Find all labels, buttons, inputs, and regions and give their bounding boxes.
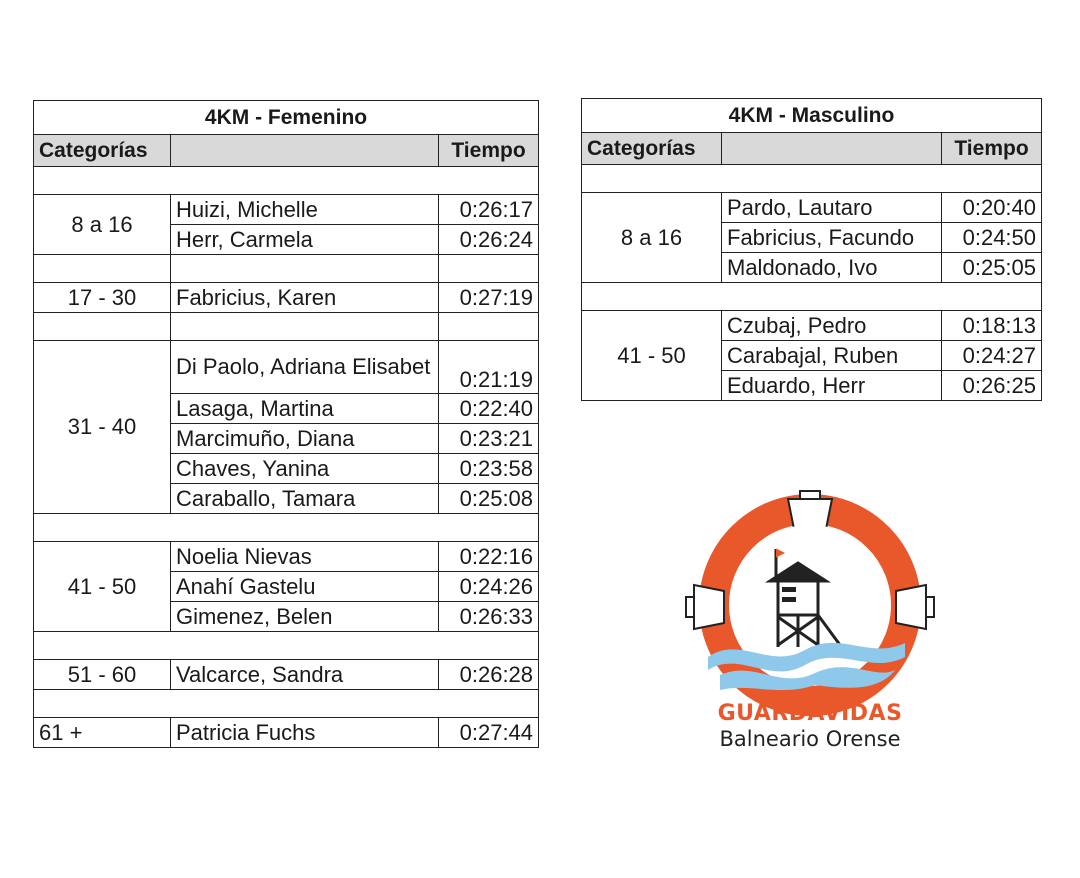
time-cell: 0:18:13 [942, 311, 1042, 341]
header-category: Categorías [34, 135, 171, 167]
time-cell: 0:24:50 [942, 223, 1042, 253]
table-row [34, 660, 539, 690]
name-cell: Fabricius, Facundo [722, 223, 942, 253]
name-cell: Huizi, Michelle [171, 195, 439, 225]
spacer-row [34, 313, 539, 341]
spacer-row [34, 632, 539, 660]
table-row [34, 718, 539, 748]
name-cell: Fabricius, Karen [171, 283, 439, 313]
category-cell: 8 a 16 [582, 193, 722, 283]
spacer-row [34, 255, 539, 283]
category-cell: 41 - 50 [34, 542, 171, 632]
header-name [171, 135, 439, 167]
name-cell: Marcimuño, Diana [171, 424, 439, 454]
table-title: 4KM - Masculino [582, 99, 1042, 133]
time-cell: 0:24:26 [439, 572, 539, 602]
name-cell: Eduardo, Herr [722, 371, 942, 401]
name-cell: Noelia Nievas [171, 542, 439, 572]
category-cell: 17 - 30 [34, 283, 171, 313]
spacer-row [582, 165, 1042, 193]
name-cell: Herr, Carmela [171, 225, 439, 255]
table-row [582, 193, 1042, 223]
male-results-table [581, 98, 1042, 401]
time-cell: 0:25:05 [942, 253, 1042, 283]
logo-title: GUARDAVIDAS [717, 701, 903, 726]
time-cell: 0:20:40 [942, 193, 1042, 223]
spacer-row [34, 167, 539, 195]
spacer-row [582, 283, 1042, 311]
name-cell: Patricia Fuchs [171, 718, 439, 748]
name-cell: Lasaga, Martina [171, 394, 439, 424]
category-cell: 41 - 50 [582, 311, 722, 401]
name-cell: Anahí Gastelu [171, 572, 439, 602]
time-cell: 0:26:33 [439, 602, 539, 632]
time-cell: 0:27:19 [439, 283, 539, 313]
name-cell: Maldonado, Ivo [722, 253, 942, 283]
name-cell: Valcarce, Sandra [171, 660, 439, 690]
category-cell: 31 - 40 [34, 341, 171, 514]
time-cell: 0:23:21 [439, 424, 539, 454]
time-cell: 0:21:19 [439, 341, 539, 394]
time-cell: 0:24:27 [942, 341, 1042, 371]
time-cell: 0:22:16 [439, 542, 539, 572]
name-cell: Carabajal, Ruben [722, 341, 942, 371]
table-row [34, 283, 539, 313]
table-title: 4KM - Femenino [34, 101, 539, 135]
name-cell: Gimenez, Belen [171, 602, 439, 632]
category-cell: 8 a 16 [34, 195, 171, 255]
category-cell: 61 + [34, 718, 171, 748]
time-cell: 0:26:25 [942, 371, 1042, 401]
table-row [34, 195, 539, 225]
time-cell: 0:26:24 [439, 225, 539, 255]
spacer-row [34, 690, 539, 718]
header-name [722, 133, 942, 165]
time-cell: 0:26:28 [439, 660, 539, 690]
category-cell: 51 - 60 [34, 660, 171, 690]
header-time: Tiempo [439, 135, 539, 167]
time-cell: 0:25:08 [439, 484, 539, 514]
name-cell: Pardo, Lautaro [722, 193, 942, 223]
logo-subtitle: Balneario Orense [719, 727, 901, 751]
female-results-table [33, 100, 539, 748]
name-cell: Czubaj, Pedro [722, 311, 942, 341]
time-cell: 0:26:17 [439, 195, 539, 225]
table-row [582, 311, 1042, 341]
header-time: Tiempo [942, 133, 1042, 165]
time-cell: 0:27:44 [439, 718, 539, 748]
time-cell: 0:23:58 [439, 454, 539, 484]
name-cell: Chaves, Yanina [171, 454, 439, 484]
header-category: Categorías [582, 133, 722, 165]
time-cell: 0:22:40 [439, 394, 539, 424]
name-cell: Di Paolo, Adriana Elisabet [171, 341, 439, 394]
table-row [34, 341, 539, 394]
name-cell: Caraballo, Tamara [171, 484, 439, 514]
spacer-row [34, 514, 539, 542]
table-row [34, 542, 539, 572]
